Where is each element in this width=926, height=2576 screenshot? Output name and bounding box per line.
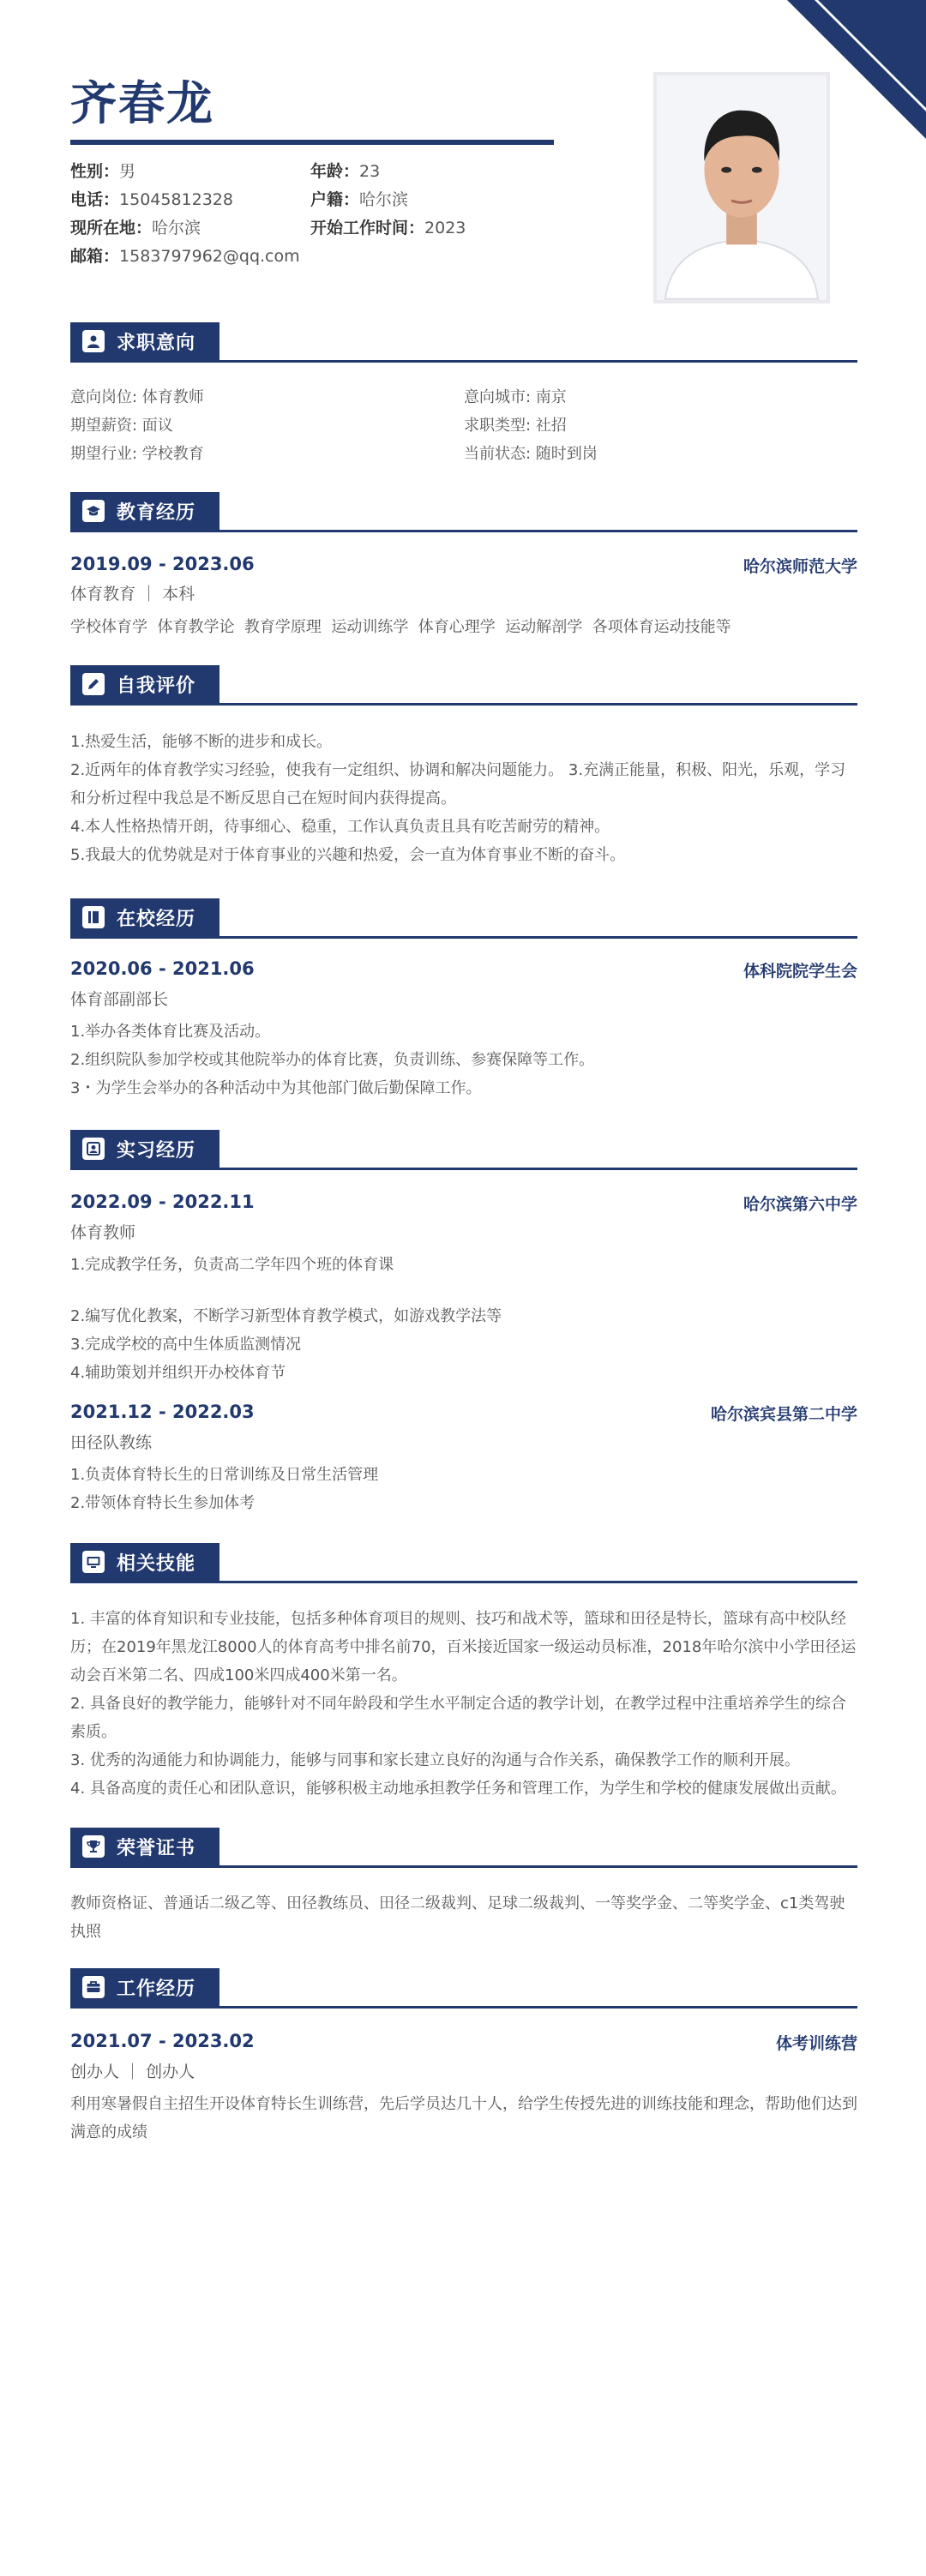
work-org: 体考训练营: [775, 2034, 857, 2053]
intent-industry: 期望行业: 学校教育: [70, 445, 204, 463]
honors-text: 教师资格证、普通话二级乙等、田径教练员、田径二级裁判、足球二级裁判、一等奖学金、二等奖学金、c1类驾驶执照: [70, 1894, 845, 1941]
internship-role: 体育教师: [70, 1223, 136, 1242]
section-header-intent: [70, 322, 857, 362]
section-header-self-eval: [70, 665, 857, 705]
info-row: [70, 156, 550, 184]
education-major: 体育教育 ｜ 本科: [70, 585, 195, 603]
intent-row: [70, 385, 857, 407]
self-eval-line: 5.我最大的优势就是对于体育事业的兴趣和热爱，会一直为体育事业不断的奋斗。: [70, 846, 626, 864]
section-header-internship: [70, 1130, 857, 1169]
intent-row: [70, 441, 857, 464]
info-start-year: 开始工作时间：2023: [310, 219, 466, 237]
work-date: 2021.07 - 2023.02: [70, 2031, 255, 2051]
section-title: 求职意向: [117, 332, 196, 354]
self-eval-text: [70, 728, 857, 869]
skills-line: 2. 具备良好的教学能力，能够针对不同年龄段和学生水平制定合适的教学计划，在教学过程中注重培养学生的综合素质。: [70, 1695, 846, 1741]
trophy-icon: [82, 1835, 105, 1858]
internship-date: 2021.12 - 2022.03: [70, 1402, 255, 1422]
self-eval-line: 4.本人性格热情开朗，待事细心、稳重，工作认真负责且具有吃苦耐劳的精神。: [70, 818, 610, 836]
section-header-skills: [70, 1543, 857, 1582]
section-header-honors: [70, 1828, 857, 1867]
info-hukou: 户籍：哈尔滨: [310, 190, 409, 209]
internship-duties: [70, 1251, 857, 1387]
section-header-campus: [70, 898, 857, 938]
internship-role: 田径队教练: [70, 1433, 153, 1452]
internship-org: 哈尔滨第六中学: [743, 1195, 857, 1214]
work-role: 创办人 ｜ 创办人: [70, 2063, 195, 2081]
campus-date: 2020.06 - 2021.06: [70, 958, 255, 979]
skills-line: 4. 具备高度的责任心和团队意识，能够积极主动地承担教学任务和管理工作，为学生和学校的健康发展做出贡献。: [70, 1780, 846, 1798]
skills-line: 1. 丰富的体育知识和专业技能，包括多种体育项目的规则、技巧和战术等，篮球和田径是特长，篮球有高中校队经历；在2019年黑龙江8000人的体育高考中排名前70，百米接近国家一级运动员标准，2018年哈尔滨中小学田径运动会百米第二名、四成100米四成400米第一名。: [70, 1610, 857, 1684]
briefcase-icon: [82, 1976, 105, 1998]
section-title: 自我评价: [117, 675, 196, 697]
internship-line: 1.完成教学任务，负责高二学年四个班的体育课: [70, 1256, 394, 1274]
skills-text: [70, 1605, 857, 1803]
self-eval-line: 2.近两年的体育教学实习经验，使我有一定组织、协调和解决问题能力。 3.充满正能量，积极、阳光，乐观，学习和分析过程中我总是不断反思自己在短时间内获得提高。: [70, 761, 846, 808]
education-courses: 学校体育学 体育教学论 教育学原理 运动训练学 体育心理学 运动解剖学 各项体育运动技能等: [70, 618, 731, 636]
basic-info: [70, 156, 550, 269]
internship-org: 哈尔滨宾县第二中学: [710, 1405, 857, 1424]
info-phone: 电话：15045812328: [70, 190, 233, 209]
intent-salary: 期望薪资: 面议: [70, 417, 173, 435]
campus-org: 体科院院学生会: [743, 962, 857, 981]
campus-line: 2.组织院队参加学校或其他院举办的体育比赛，负责训练、参赛保障等工作。: [70, 1051, 595, 1069]
campus-duties: [70, 1018, 857, 1102]
section-header-work: [70, 1968, 857, 2008]
self-eval-line: 1.热爱生活，能够不断的进步和成长。: [70, 733, 333, 751]
info-location: 现所在地：哈尔滨: [70, 219, 201, 237]
info-email: 邮箱：1583797962@qq.com: [70, 247, 300, 266]
skills-line: 3. 优秀的沟通能力和协调能力，能够与同事和家长建立良好的沟通与合作关系，确保教学工作的顺利开展。: [70, 1751, 800, 1769]
person-icon: [82, 330, 105, 352]
section-header-education: [70, 492, 857, 531]
intent-status: 当前状态: 随时到岗: [464, 445, 598, 463]
section-title: 相关技能: [117, 1552, 196, 1575]
internship-duties: [70, 1461, 857, 1517]
intent-position: 意向岗位: 体育教师: [70, 388, 204, 406]
section-title: 在校经历: [117, 908, 196, 930]
profile-photo: [653, 72, 830, 303]
internship-line: 1.负责体育特长生的日常训练及日常生活管理: [70, 1466, 379, 1484]
pen-icon: [82, 673, 105, 695]
section-title: 工作经历: [117, 1978, 196, 2000]
section-title: 教育经历: [117, 501, 196, 524]
internship-line: 2.带领体育特长生参加体考: [70, 1494, 256, 1512]
info-row: [70, 241, 550, 269]
education-date: 2019.09 - 2023.06: [70, 554, 255, 574]
info-row: [70, 213, 550, 241]
section-title: 荣誉证书: [117, 1837, 196, 1859]
campus-role: 体育部副部长: [70, 990, 169, 1009]
candidate-name: 齐春龙: [70, 76, 214, 130]
name-underline: [70, 140, 554, 145]
info-row: [70, 184, 550, 213]
monitor-icon: [82, 1551, 105, 1573]
internship-line: [70, 1279, 857, 1302]
education-school: 哈尔滨师范大学: [743, 557, 857, 576]
internship-line: 4.辅助策划并组织开办校体育节: [70, 1364, 286, 1382]
graduation-cap-icon: [82, 500, 105, 522]
intent-job-type: 求职类型: 社招: [464, 417, 567, 435]
internship-line: 3.完成学校的高中生体质监测情况: [70, 1336, 302, 1354]
section-title: 实习经历: [117, 1139, 196, 1162]
info-gender: 性别：男: [70, 162, 136, 181]
intent-row: [70, 413, 857, 435]
badge-icon: [82, 1138, 105, 1160]
internship-line: 2.编写优化教案，不断学习新型体育教学模式，如游戏教学法等: [70, 1307, 502, 1325]
info-age: 年龄：23: [310, 162, 381, 181]
campus-line: 1.举办各类体育比赛及活动。: [70, 1023, 271, 1041]
intent-city: 意向城市: 南京: [464, 388, 567, 406]
book-icon: [82, 906, 105, 928]
internship-date: 2022.09 - 2022.11: [70, 1192, 255, 1212]
work-description: 利用寒暑假自主招生开设体育特长生训练营，先后学员达几十人，给学生传授先进的训练技能和理念，帮助他们达到满意的成绩: [70, 2095, 857, 2141]
campus-line: 3・为学生会举办的各种活动中为其他部门做后勤保障工作。: [70, 1079, 482, 1097]
